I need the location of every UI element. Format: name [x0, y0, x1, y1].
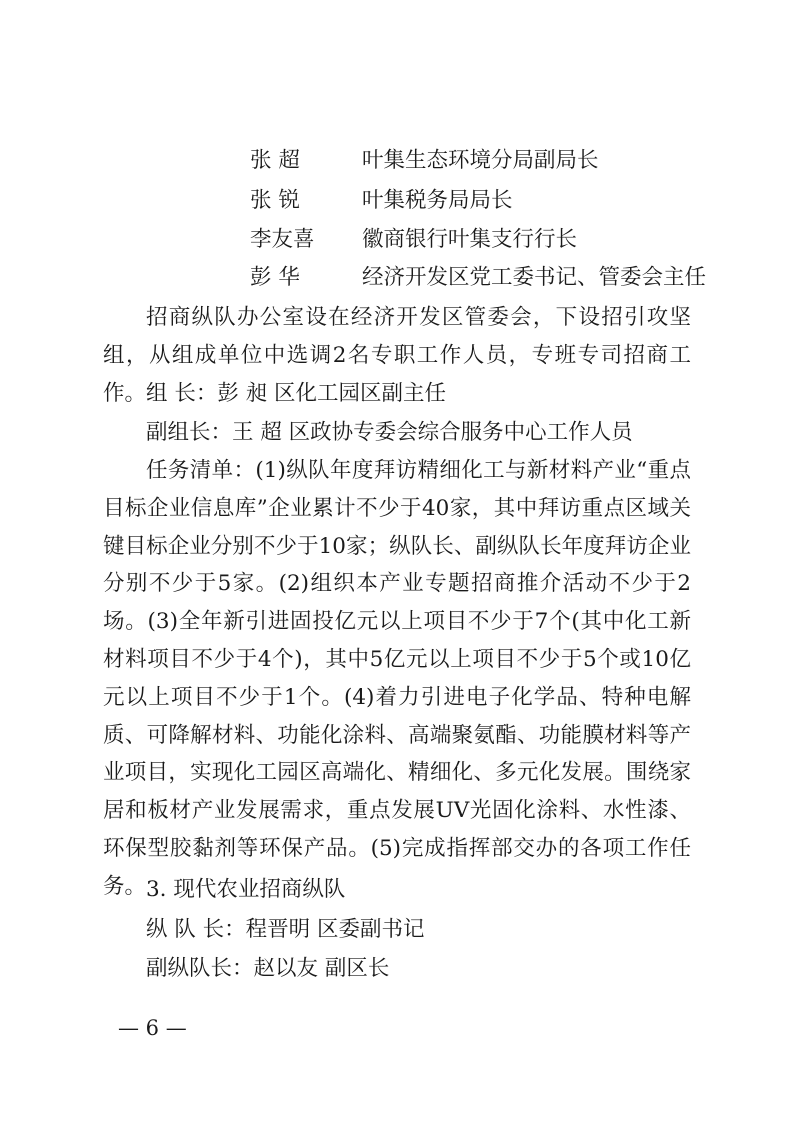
- member-row: [250, 260, 706, 296]
- member-title: 徽商银行叶集支行行长: [362, 227, 578, 252]
- office-paragraph: 招商纵队办公室设在经济开发区管委会，下设招引攻坚组，从组成单位中选调2名专职工作人员，专班专司招商工作。: [103, 305, 691, 406]
- deputy-column-leader-line: 副纵队长：赵以友 副区长: [146, 956, 390, 981]
- member-row: [250, 143, 599, 179]
- member-name: 张 锐: [250, 188, 300, 213]
- section-heading: 3. 现代农业招商纵队: [146, 877, 346, 902]
- member-row: [250, 222, 577, 258]
- member-name: 张 超: [250, 148, 300, 173]
- member-title: 叶集税务局局长: [362, 188, 513, 213]
- member-row: [250, 183, 513, 219]
- page-number: — 6 —: [118, 1016, 187, 1040]
- member-title: 经济开发区党工委书记、管委会主任: [362, 265, 707, 290]
- member-name: 李友喜: [250, 227, 315, 252]
- group-leader-line: 组 长：彭 昶 区化工园区副主任: [146, 381, 447, 406]
- member-name: 彭 华: [250, 265, 300, 290]
- task-list-paragraph: 任务清单：(1)纵队年度拜访精细化工与新材料产业“重点目标企业信息库”企业累计不少于40家，其中拜访重点区域关键目标企业分别不少于10家；纵队长、副纵队长年度拜访企业分别不少于5家。(2)组织本产业专题招商推介活动不少于2场。(3)全年新引进固投亿元以上项目不少于7个(其中化工新材料项目不少于4个)，其中5亿元以上项目不少于5个或10亿元以上项目不少于1个。(4)着力引进电子化学品、特种电解质、可降解材料、功能化涂料、高端聚氨酯、功能膜材料等产业项目，实现化工园区高端化、精细化、多元化发展。围绕家居和板材产业发展需求，重点发展UV光固化涂料、水性漆、环保型胶黏剂等环保产品。(5)完成指挥部交办的各项工作任务。: [103, 458, 691, 899]
- column-leader-line: 纵 队 长：程晋明 区委副书记: [146, 917, 425, 942]
- member-title: 叶集生态环境分局副局长: [362, 148, 599, 173]
- deputy-group-leader-line: 副组长：王 超 区政协专委会综合服务中心工作人员: [146, 420, 633, 445]
